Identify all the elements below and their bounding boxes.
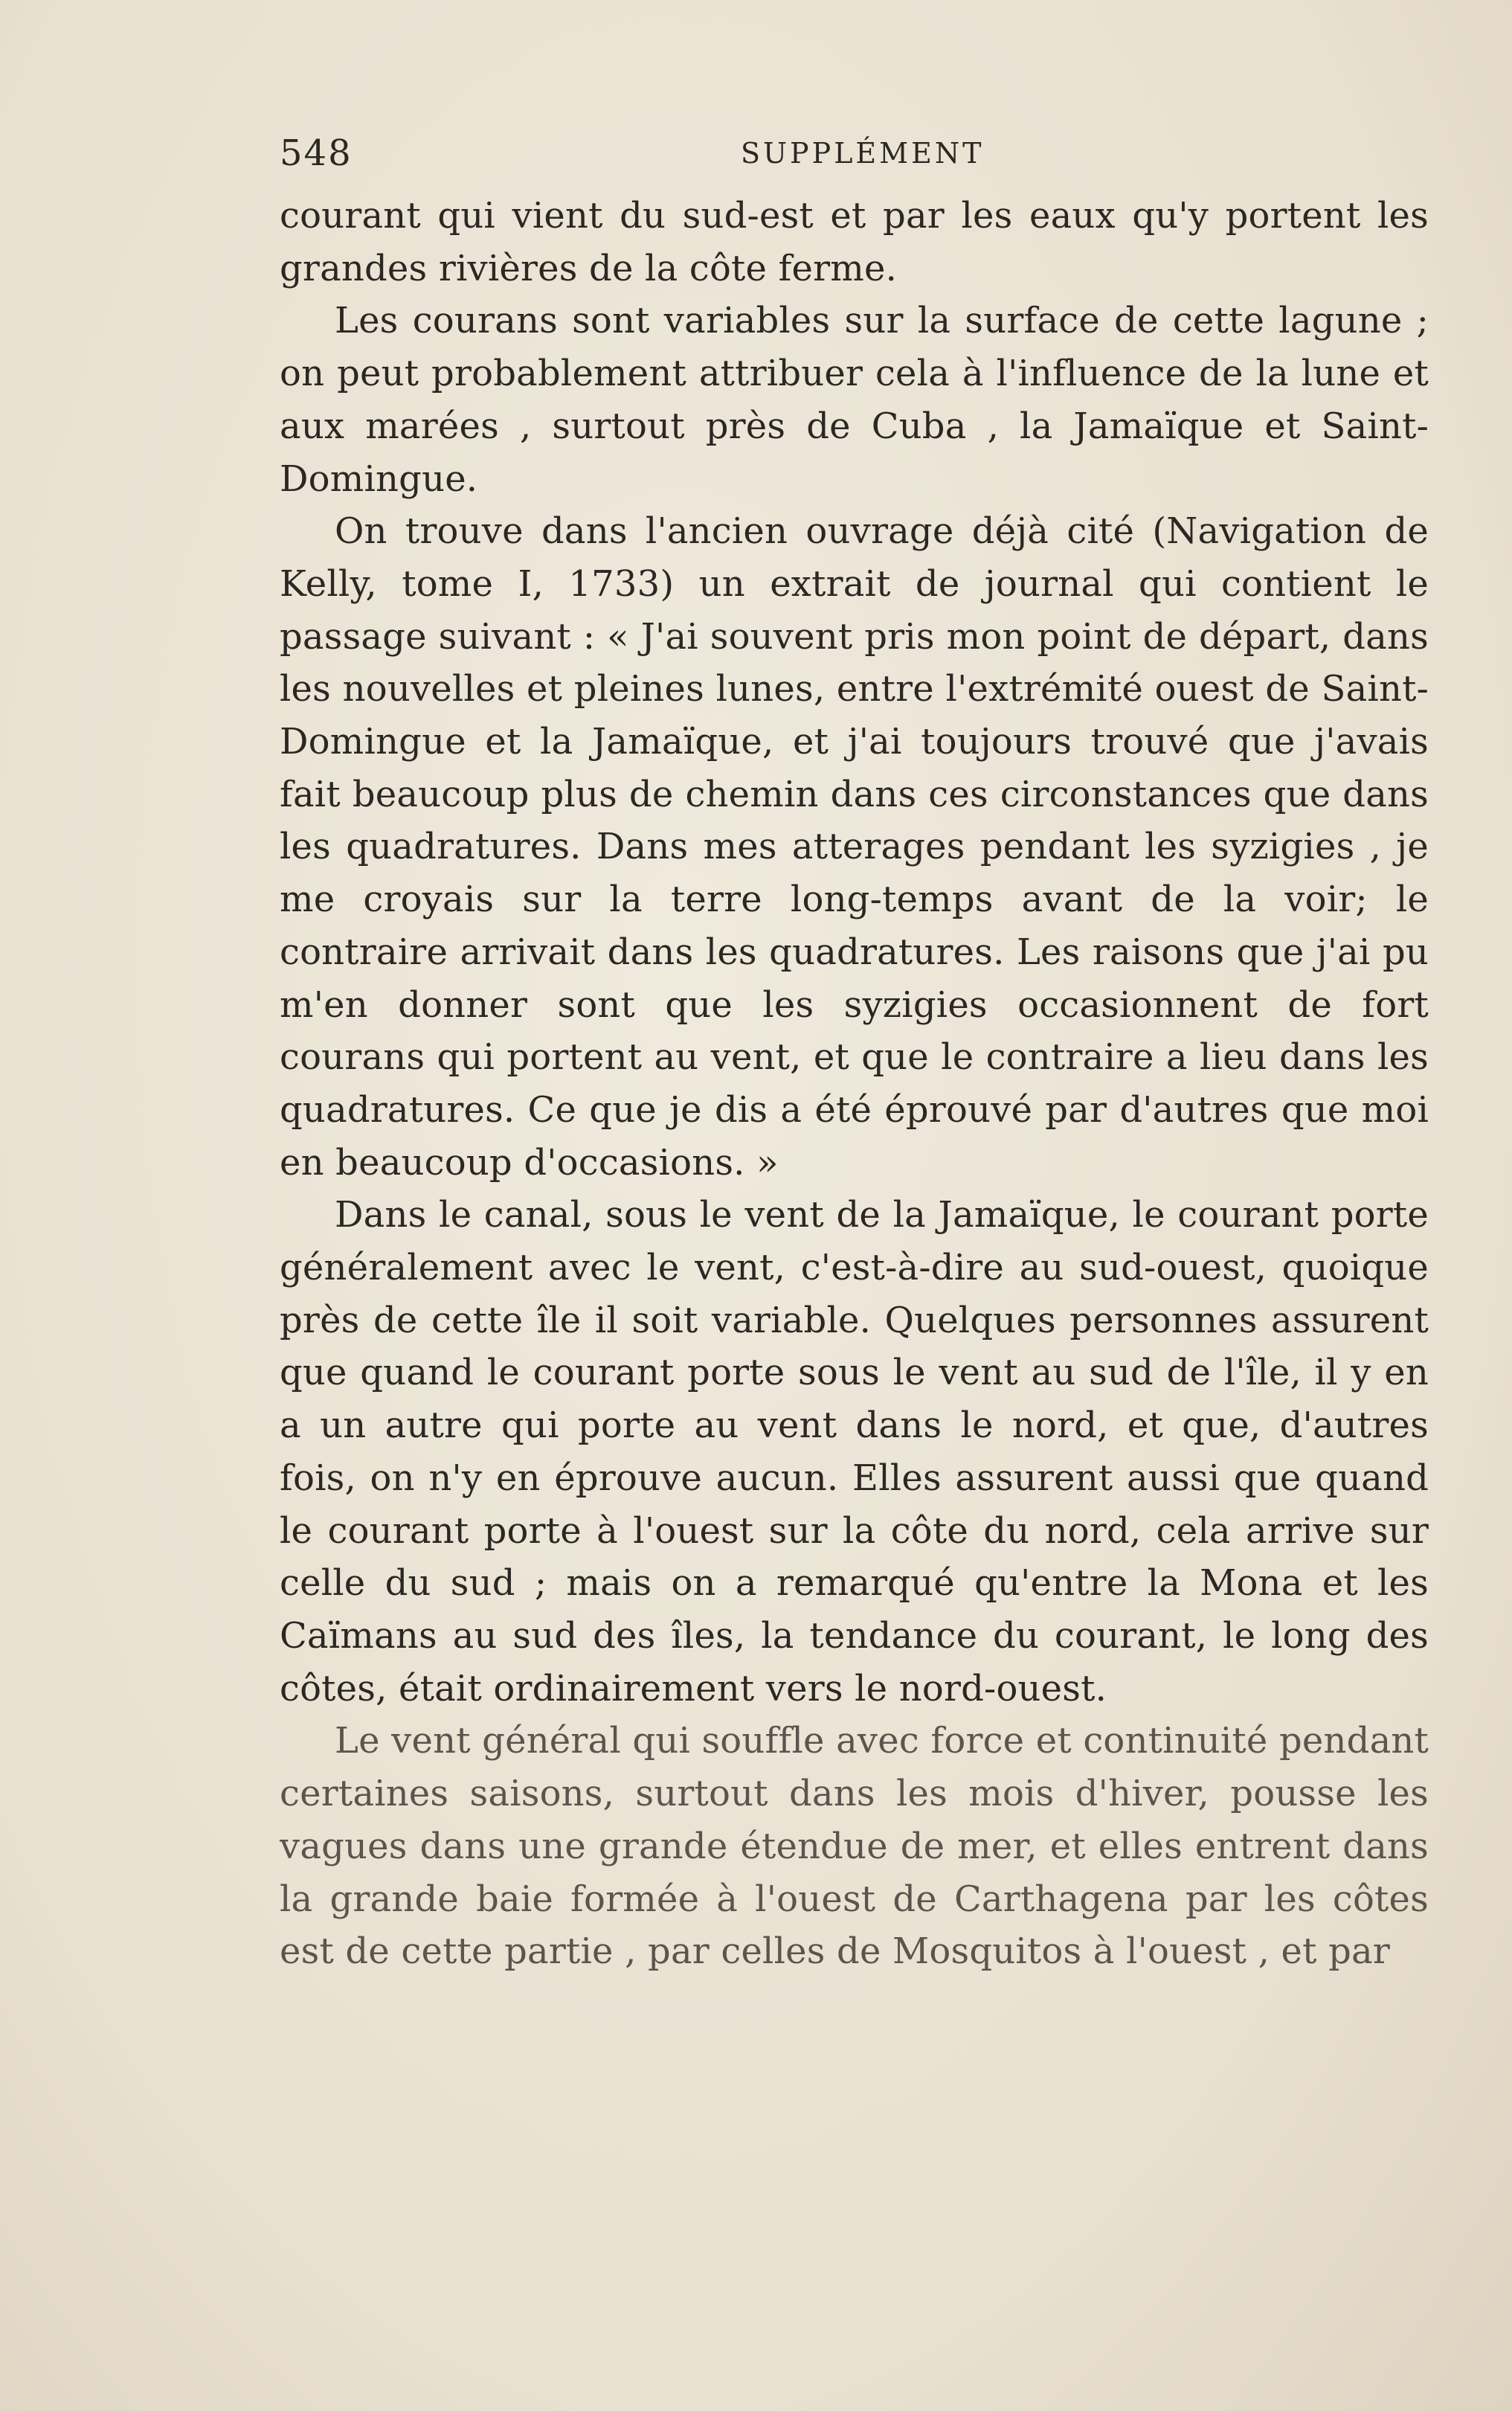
body-text bbox=[280, 190, 1429, 1978]
paragraph-3: On trouve dans l'ancien ouvrage déjà cité (Navigation de Kelly, tome I, 1733) un extrait de journal qui contient le passage suivant : « J'ai souvent pris mon point de départ, dans les nouvelles et pleines lunes, entre l'extrémité ouest de Saint-Domingue et la Jamaïque, et j'ai toujours trouvé que j'avais fait beaucoup plus de chemin dans ces circonstances que dans les quadratures. Dans mes atterages pendant les syzigies , je me croyais sur la terre long-temps avant de la voir; le contraire arrivait dans les quadratures. Les raisons que j'ai pu m'en donner sont que les syzigies occasionnent de fort courans qui portent au vent, et que le contraire a lieu dans les quadratures. Ce que je dis a été éprouvé par d'autres que moi en beaucoup d'occasions. » bbox=[280, 510, 1429, 1184]
paragraph-1: courant qui vient du sud-est et par les eaux qu'y portent les grandes rivières de la côte ferme. bbox=[280, 195, 1429, 289]
running-title: SUPPLÉMENT bbox=[741, 137, 985, 170]
paragraph-4: Dans le canal, sous le vent de la Jamaïque, le courant porte généralement avec le vent, c'est-à-dire au sud-ouest, quoique près de cette île il soit variable. Quelques personnes assurent que quand le courant porte sous le vent au sud de l'île, il y en a un autre qui porte au vent dans le nord, et que, d'autres fois, on n'y en éprouve aucun. Elles assurent aussi que quand le courant porte à l'ouest sur la côte du nord, cela arrive sur celle du sud ; mais on a remarqué qu'entre la Mona et les Caïmans au sud des îles, la tendance du courant, le long des côtes, était ordinairement vers le nord-ouest. bbox=[280, 1194, 1429, 1709]
paragraph-5: Le vent général qui souffle avec force et continuité pendant certaines saisons, surtout dans les mois d'hiver, pousse les vagues dans une grande étendue de mer, et elles entrent dans la grande baie formée à l'ouest de Carthagena par les côtes est de cette partie , par celles de Mosquitos à l'ouest , et par bbox=[280, 1720, 1429, 1973]
page-number: 548 bbox=[280, 132, 353, 174]
page-header bbox=[280, 132, 1440, 184]
paragraph-2: Les courans sont variables sur la surface de cette lagune ; on peut probablement attribuer cela à l'influence de la lune et aux marées , surtout près de Cuba , la Jamaïque et Saint-Domingue. bbox=[280, 300, 1429, 500]
